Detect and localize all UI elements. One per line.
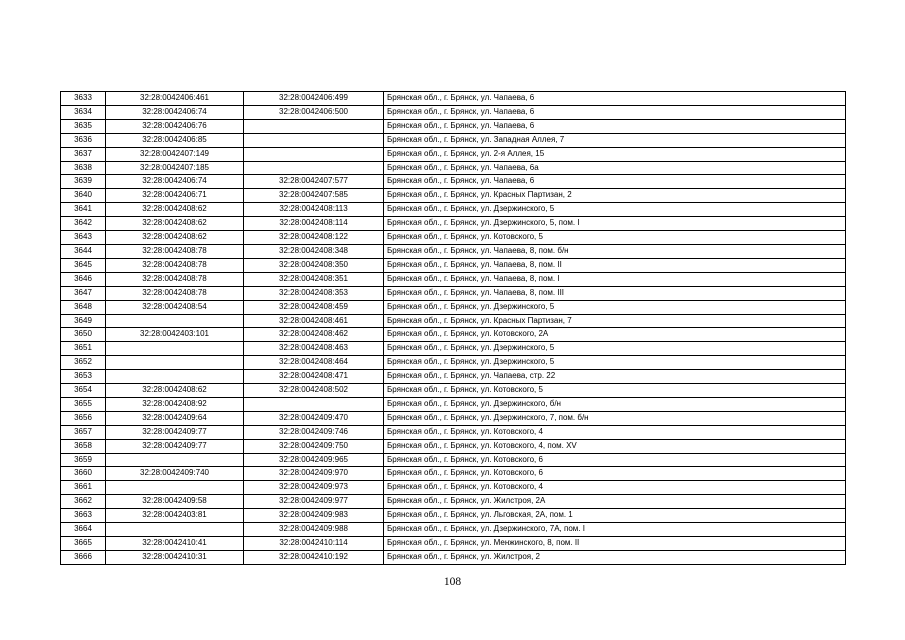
cadastral-number-2: 32:28:0042409:970 (244, 467, 384, 481)
row-number: 3641 (61, 203, 106, 217)
row-number: 3636 (61, 133, 106, 147)
address: Брянская обл., г. Брянск, ул. Дзержинского, 5 (384, 203, 846, 217)
address: Брянская обл., г. Брянск, ул. Дзержинского, 7, пом. б/н (384, 411, 846, 425)
row-number: 3659 (61, 453, 106, 467)
cadastral-number-2: 32:28:0042409:983 (244, 509, 384, 523)
row-number: 3637 (61, 147, 106, 161)
address: Брянская обл., г. Брянск, ул. Котовского, 5 (384, 384, 846, 398)
cadastral-number-1: 32:28:0042409:77 (106, 425, 244, 439)
cadastral-number-2 (244, 147, 384, 161)
row-number: 3661 (61, 481, 106, 495)
address: Брянская обл., г. Брянск, ул. Дзержинского, 5, пом. I (384, 217, 846, 231)
row-number: 3654 (61, 384, 106, 398)
table-row (61, 356, 846, 370)
row-number: 3642 (61, 217, 106, 231)
cadastral-number-2: 32:28:0042408:464 (244, 356, 384, 370)
table-row (61, 453, 846, 467)
table-row (61, 550, 846, 564)
cadastral-number-2: 32:28:0042407:577 (244, 175, 384, 189)
address: Брянская обл., г. Брянск, ул. Дзержинского, б/н (384, 397, 846, 411)
table-row (61, 119, 846, 133)
row-number: 3658 (61, 439, 106, 453)
table-row (61, 495, 846, 509)
cadastral-number-1: 32:28:0042409:64 (106, 411, 244, 425)
cadastral-number-1: 32:28:0042408:78 (106, 258, 244, 272)
row-number: 3646 (61, 272, 106, 286)
cadastral-number-2: 32:28:0042408:114 (244, 217, 384, 231)
table-row (61, 509, 846, 523)
table-row (61, 397, 846, 411)
row-number: 3643 (61, 231, 106, 245)
cadastral-number-1: 32:28:0042406:76 (106, 119, 244, 133)
address: Брянская обл., г. Брянск, ул. Дзержинского, 5 (384, 356, 846, 370)
row-number: 3647 (61, 286, 106, 300)
cadastral-number-1 (106, 314, 244, 328)
cadastral-number-2: 32:28:0042408:350 (244, 258, 384, 272)
address: Брянская обл., г. Брянск, ул. Менжинского, 8, пом. II (384, 537, 846, 551)
address: Брянская обл., г. Брянск, ул. Котовского, 4 (384, 481, 846, 495)
cadastral-number-2 (244, 397, 384, 411)
address: Брянская обл., г. Брянск, ул. Дзержинского, 5 (384, 342, 846, 356)
cadastral-number-1: 32:28:0042406:74 (106, 175, 244, 189)
address: Брянская обл., г. Брянск, ул. Жилстроя, 2 (384, 550, 846, 564)
cadastral-number-2: 32:28:0042410:114 (244, 537, 384, 551)
cadastral-number-1: 32:28:0042407:149 (106, 147, 244, 161)
row-number: 3664 (61, 523, 106, 537)
cadastral-number-1: 32:28:0042409:77 (106, 439, 244, 453)
address: Брянская обл., г. Брянск, ул. Красных Партизан, 2 (384, 189, 846, 203)
address: Брянская обл., г. Брянск, ул. Котовского, 4, пом. XV (384, 439, 846, 453)
table-row (61, 272, 846, 286)
row-number: 3663 (61, 509, 106, 523)
table-row (61, 481, 846, 495)
cadastral-number-2: 32:28:0042408:351 (244, 272, 384, 286)
cadastral-number-1: 32:28:0042409:58 (106, 495, 244, 509)
cadastral-number-1: 32:28:0042408:62 (106, 217, 244, 231)
cadastral-number-1: 32:28:0042408:54 (106, 300, 244, 314)
cadastral-number-1 (106, 356, 244, 370)
table-row (61, 203, 846, 217)
address: Брянская обл., г. Брянск, ул. Чапаева, 8, пом. б/н (384, 244, 846, 258)
table-row (61, 314, 846, 328)
table-row (61, 384, 846, 398)
address: Брянская обл., г. Брянск, ул. Чапаева, 6а (384, 161, 846, 175)
row-number: 3666 (61, 550, 106, 564)
cadastral-number-2: 32:28:0042409:977 (244, 495, 384, 509)
table-row (61, 105, 846, 119)
cadastral-number-2: 32:28:0042409:750 (244, 439, 384, 453)
cadastral-number-2: 32:28:0042408:459 (244, 300, 384, 314)
address: Брянская обл., г. Брянск, ул. Дзержинского, 5 (384, 300, 846, 314)
cadastral-number-1 (106, 523, 244, 537)
cadastral-number-2: 32:28:0042408:122 (244, 231, 384, 245)
row-number: 3651 (61, 342, 106, 356)
cadastral-number-2: 32:28:0042406:500 (244, 105, 384, 119)
cadastral-number-2: 32:28:0042408:462 (244, 328, 384, 342)
cadastral-number-2: 32:28:0042406:499 (244, 92, 384, 106)
row-number: 3635 (61, 119, 106, 133)
address: Брянская обл., г. Брянск, ул. Чапаева, 8, пом. II (384, 258, 846, 272)
cadastral-number-2: 32:28:0042408:502 (244, 384, 384, 398)
table-row (61, 258, 846, 272)
table-row (61, 133, 846, 147)
row-number: 3645 (61, 258, 106, 272)
row-number: 3649 (61, 314, 106, 328)
cadastral-number-2: 32:28:0042408:353 (244, 286, 384, 300)
cadastral-number-2: 32:28:0042407:585 (244, 189, 384, 203)
address: Брянская обл., г. Брянск, ул. Чапаева, 6 (384, 119, 846, 133)
row-number: 3648 (61, 300, 106, 314)
table-row (61, 411, 846, 425)
address: Брянская обл., г. Брянск, ул. Жилстроя, 2А (384, 495, 846, 509)
address: Брянская обл., г. Брянск, ул. Котовского, 2А (384, 328, 846, 342)
row-number: 3650 (61, 328, 106, 342)
table-row (61, 439, 846, 453)
table-row (61, 370, 846, 384)
cadastral-number-1 (106, 342, 244, 356)
cadastral-number-1: 32:28:0042406:461 (106, 92, 244, 106)
cadastral-number-2: 32:28:0042408:471 (244, 370, 384, 384)
address: Брянская обл., г. Брянск, ул. Чапаева, 8, пом. III (384, 286, 846, 300)
address: Брянская обл., г. Брянск, ул. Западная Аллея, 7 (384, 133, 846, 147)
cadastral-number-2: 32:28:0042409:973 (244, 481, 384, 495)
cadastral-number-2: 32:28:0042410:192 (244, 550, 384, 564)
table-row (61, 189, 846, 203)
cadastral-number-1: 32:28:0042403:81 (106, 509, 244, 523)
row-number: 3662 (61, 495, 106, 509)
table-row (61, 244, 846, 258)
cadastral-number-2: 32:28:0042408:348 (244, 244, 384, 258)
row-number: 3638 (61, 161, 106, 175)
table-row (61, 92, 846, 106)
table-row (61, 147, 846, 161)
address: Брянская обл., г. Брянск, ул. Котовского, 5 (384, 231, 846, 245)
row-number: 3644 (61, 244, 106, 258)
cadastral-number-1: 32:28:0042403:101 (106, 328, 244, 342)
address: Брянская обл., г. Брянск, ул. Дзержинского, 7А, пом. I (384, 523, 846, 537)
address: Брянская обл., г. Брянск, ул. Льговская, 2А, пом. 1 (384, 509, 846, 523)
address: Брянская обл., г. Брянск, ул. Чапаева, 6 (384, 105, 846, 119)
table-row (61, 300, 846, 314)
page-number: 108 (443, 576, 462, 588)
address: Брянская обл., г. Брянск, ул. Котовского, 4 (384, 425, 846, 439)
cadastral-number-1: 32:28:0042408:62 (106, 203, 244, 217)
table-row (61, 523, 846, 537)
table-row (61, 467, 846, 481)
table-row (61, 425, 846, 439)
cadastral-number-1 (106, 453, 244, 467)
table-row (61, 537, 846, 551)
table-row (61, 175, 846, 189)
row-number: 3634 (61, 105, 106, 119)
row-number: 3656 (61, 411, 106, 425)
cadastral-number-2 (244, 133, 384, 147)
cadastral-number-2: 32:28:0042409:965 (244, 453, 384, 467)
address: Брянская обл., г. Брянск, ул. Чапаева, 6 (384, 175, 846, 189)
row-number: 3633 (61, 92, 106, 106)
row-number: 3665 (61, 537, 106, 551)
row-number: 3639 (61, 175, 106, 189)
cadastral-number-1: 32:28:0042407:185 (106, 161, 244, 175)
table-row (61, 217, 846, 231)
cadastral-number-1: 32:28:0042410:31 (106, 550, 244, 564)
cadastral-number-2: 32:28:0042409:746 (244, 425, 384, 439)
table-row (61, 342, 846, 356)
address: Брянская обл., г. Брянск, ул. Красных Партизан, 7 (384, 314, 846, 328)
cadastral-number-1: 32:28:0042406:71 (106, 189, 244, 203)
cadastral-number-2 (244, 161, 384, 175)
table-row (61, 328, 846, 342)
cadastral-number-1: 32:28:0042408:78 (106, 286, 244, 300)
cadastral-number-2: 32:28:0042409:988 (244, 523, 384, 537)
cadastral-number-1: 32:28:0042408:62 (106, 231, 244, 245)
cadastral-number-1 (106, 370, 244, 384)
table-row (61, 161, 846, 175)
registry-table-body (61, 92, 846, 565)
cadastral-number-1 (106, 481, 244, 495)
cadastral-number-2: 32:28:0042408:113 (244, 203, 384, 217)
address: Брянская обл., г. Брянск, ул. Котовского, 6 (384, 467, 846, 481)
row-number: 3652 (61, 356, 106, 370)
cadastral-number-2: 32:28:0042408:461 (244, 314, 384, 328)
row-number: 3653 (61, 370, 106, 384)
registry-table (60, 91, 846, 565)
table-row (61, 286, 846, 300)
address: Брянская обл., г. Брянск, ул. Чапаева, стр. 22 (384, 370, 846, 384)
row-number: 3655 (61, 397, 106, 411)
row-number: 3657 (61, 425, 106, 439)
table-row (61, 231, 846, 245)
cadastral-number-1: 32:28:0042409:740 (106, 467, 244, 481)
row-number: 3660 (61, 467, 106, 481)
cadastral-number-1: 32:28:0042406:74 (106, 105, 244, 119)
address: Брянская обл., г. Брянск, ул. Чапаева, 8, пом. I (384, 272, 846, 286)
cadastral-number-1: 32:28:0042408:62 (106, 384, 244, 398)
cadastral-number-2: 32:28:0042408:463 (244, 342, 384, 356)
address: Брянская обл., г. Брянск, ул. 2-я Аллея, 15 (384, 147, 846, 161)
cadastral-number-2: 32:28:0042409:470 (244, 411, 384, 425)
cadastral-number-1: 32:28:0042410:41 (106, 537, 244, 551)
cadastral-number-1: 32:28:0042406:85 (106, 133, 244, 147)
cadastral-number-1: 32:28:0042408:78 (106, 244, 244, 258)
cadastral-number-2 (244, 119, 384, 133)
row-number: 3640 (61, 189, 106, 203)
cadastral-number-1: 32:28:0042408:78 (106, 272, 244, 286)
address: Брянская обл., г. Брянск, ул. Чапаева, 6 (384, 92, 846, 106)
cadastral-number-1: 32:28:0042408:92 (106, 397, 244, 411)
address: Брянская обл., г. Брянск, ул. Котовского, 6 (384, 453, 846, 467)
